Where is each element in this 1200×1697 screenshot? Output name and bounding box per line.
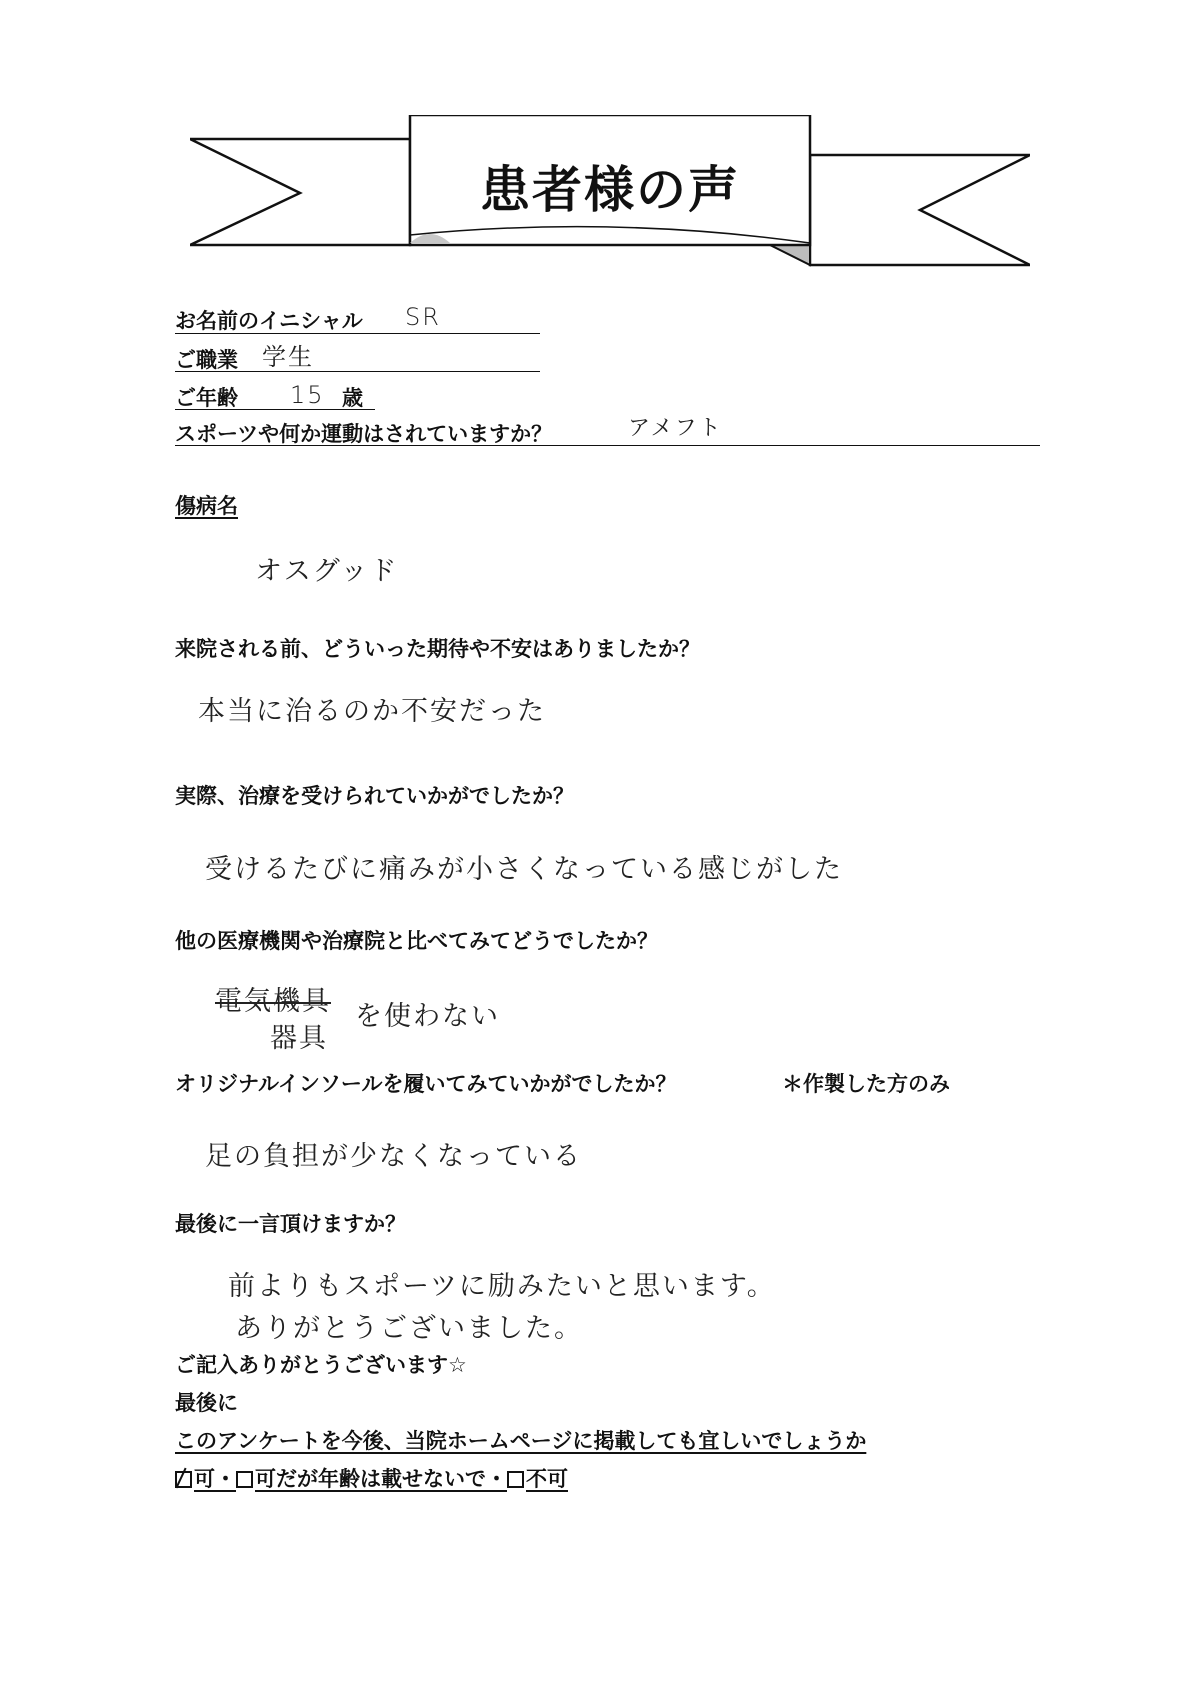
comparison-answer-correction: 器具 [270, 1023, 328, 1054]
option-separator-2: ・ [486, 1467, 507, 1491]
sports-underline [175, 445, 1040, 446]
comparison-label: 他の医療機関や治療院と比べてみてどうでしたか？ [175, 929, 658, 953]
age-label: ご年齢 [175, 386, 238, 410]
comparison-answer-rest: を使わない [355, 1001, 500, 1032]
age-value: 15 [290, 381, 325, 409]
sports-label: スポーツや何か運動はされていますか？ [175, 422, 553, 446]
age-unit: 歳 [342, 386, 363, 410]
final-label: 最後に一言頂けますか？ [175, 1212, 406, 1236]
occupation-value: 学生 [262, 343, 314, 371]
diagnosis-answer: オスグッド [255, 556, 399, 587]
treatment-answer: 受けるたびに痛みが小さくなっている感じがした [205, 854, 843, 885]
insole-answer: 足の負担が少なくなっている [205, 1141, 582, 1172]
occupation-underline [175, 371, 540, 372]
treatment-label: 実際、治療を受けられていかがでしたか？ [175, 784, 574, 808]
last-heading: 最後に [175, 1391, 238, 1415]
comparison-answer-struck [215, 985, 331, 1019]
allow-checkbox[interactable] [175, 1471, 192, 1488]
permission-options [175, 1466, 568, 1492]
initials-underline [175, 333, 540, 334]
allow-no-age-option-label: 可だが年齢は載せないで [255, 1467, 486, 1491]
insole-label: オリジナルインソールを履いてみていかがでしたか？ [175, 1072, 677, 1096]
permission-question: このアンケートを今後、当院ホームページに掲載しても宜しいでしょうか [175, 1429, 867, 1453]
thanks-text: ご記入ありがとうございます☆ [175, 1353, 467, 1377]
expectation-label: 来院される前、どういった期待や不安はありましたか？ [175, 637, 700, 661]
page-title: 患者様の声 [480, 161, 740, 219]
deny-option-label: 不可 [526, 1467, 568, 1491]
struck-word: 電気機具 [215, 986, 331, 1017]
sports-value: アメフト [628, 416, 723, 441]
allow-no-age-checkbox[interactable] [236, 1471, 253, 1488]
initials-label: お名前のイニシャル [175, 309, 363, 333]
expectation-answer: 本当に治るのか不安だった [198, 696, 546, 727]
option-separator-1: ・ [215, 1467, 236, 1491]
deny-checkbox[interactable] [507, 1471, 524, 1488]
diagnosis-label: 傷病名 [175, 494, 238, 518]
occupation-label: ご職業 [175, 348, 238, 372]
final-answer-line1: 前よりもスポーツに励みたいと思います。 [228, 1271, 776, 1302]
title-banner [190, 115, 1030, 275]
final-answer-line2: ありがとうございました。 [235, 1313, 583, 1344]
initials-value: SR [405, 303, 441, 331]
insole-note: ＊作製した方のみ [782, 1072, 950, 1096]
allow-option-label: 可 [194, 1467, 215, 1491]
age-underline [175, 409, 375, 410]
